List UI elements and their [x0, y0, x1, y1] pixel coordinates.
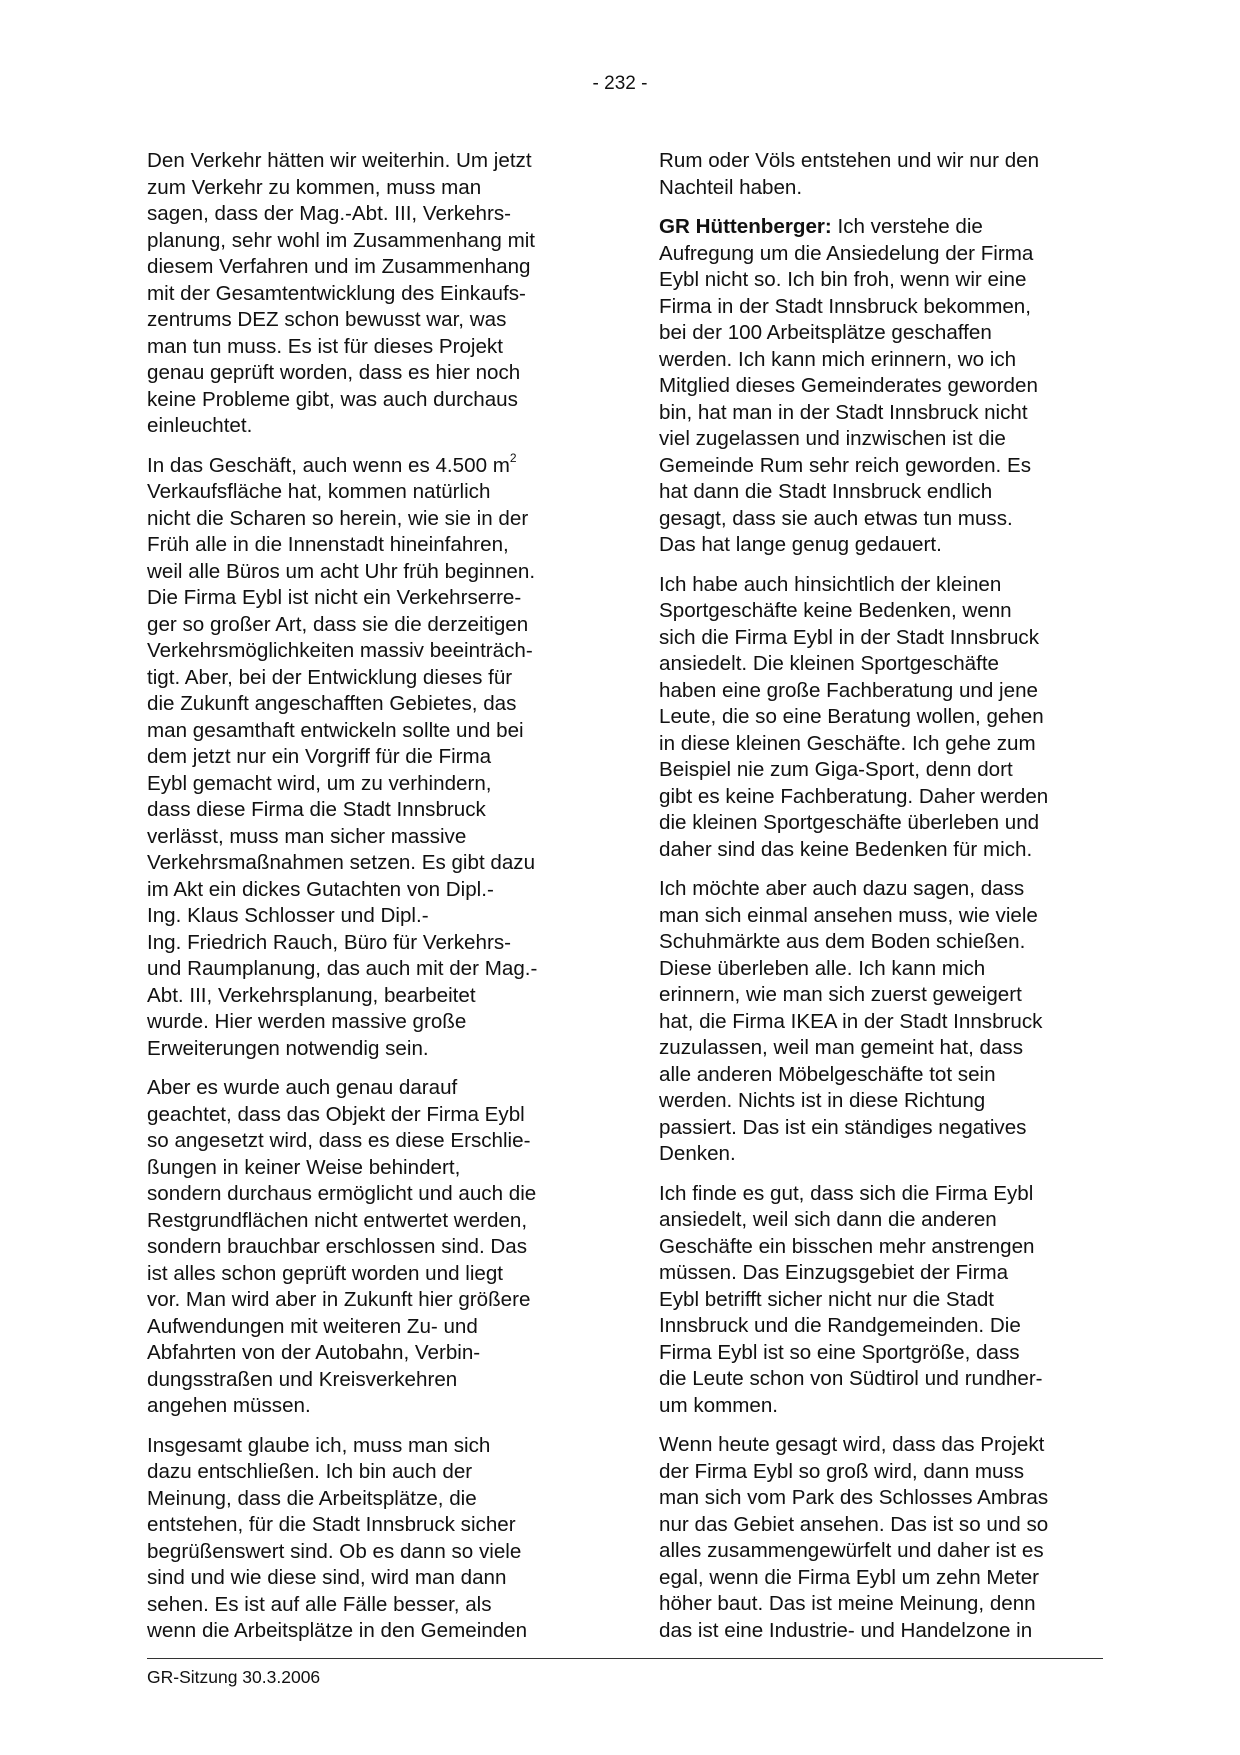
text-line: Insgesamt glaube ich, muss man sich — [147, 1433, 491, 1457]
speaker-name: GR Hüttenberger: — [659, 215, 832, 238]
paragraph — [147, 450, 587, 1063]
text-line: Aufregung um die Ansiedelung der Firma — [659, 241, 1034, 265]
text-line: Firma in der Stadt Innsbruck bekommen, — [659, 294, 1031, 318]
text-line: man tun muss. Es ist für dieses Projekt — [147, 334, 503, 358]
text-line: entstehen, für die Stadt Innsbruck sicher — [147, 1513, 516, 1536]
text-line: werden. Nichts ist in diese Richtung — [659, 1089, 986, 1112]
text-line: höher baut. Das ist meine Meinung, denn — [659, 1592, 1036, 1615]
text-line: begrüßenswert sind. Ob es dann so viele — [147, 1539, 522, 1563]
text-line: alles zusammengewürfelt und daher ist es — [659, 1539, 1044, 1562]
text-line: Eybl betrifft sicher nicht nur die Stadt — [659, 1287, 995, 1311]
speaker-line-text: Ich verstehe die — [831, 215, 983, 238]
text-line: dungsstraßen und Kreisverkehren — [147, 1367, 458, 1391]
text-line: sich die Firma Eybl in der Stadt Innsbruck — [659, 625, 1039, 649]
text-line: hat dann die Stadt Innsbruck endlich — [659, 480, 993, 503]
text-line: erinnern, wie man sich zuerst geweigert — [659, 983, 1022, 1006]
text-line: sondern durchaus ermöglicht und auch die — [147, 1182, 537, 1205]
text-line: Restgrundflächen nicht entwertet werden, — [147, 1208, 528, 1232]
paragraph — [147, 1433, 587, 1645]
text-line: Ing. Friedrich Rauch, Büro für Verkehrs- — [147, 930, 511, 954]
text-line: sondern brauchbar erschlossen sind. Das — [147, 1235, 528, 1258]
text-line: Früh alle in die Innenstadt hineinfahren, — [147, 533, 509, 556]
text-line: Aber es wurde auch genau darauf — [147, 1076, 458, 1099]
text-line: dem jetzt nur ein Vorgriff für die Firma — [147, 745, 492, 768]
footer-session-label: GR-Sitzung 30.3.2006 — [147, 1667, 321, 1687]
text-line: man sich einmal ansehen muss, wie viele — [659, 903, 1038, 927]
paragraph — [659, 876, 1103, 1168]
text-line: Wenn heute gesagt wird, dass das Projekt — [659, 1433, 1045, 1456]
text-line: passiert. Das ist ein ständiges negatives — [659, 1115, 1027, 1139]
text-line: Meinung, dass die Arbeitsplätze, die — [147, 1486, 477, 1510]
text-line: dass diese Firma die Stadt Innsbruck — [147, 798, 486, 821]
text-line: Beispiel nie zum Giga-Sport, denn dort — [659, 758, 1013, 781]
text-line: genau geprüft worden, dass es hier noch — [147, 361, 521, 384]
text-line: nur das Gebiet ansehen. Das ist so und so — [659, 1512, 1049, 1536]
text-line: Abt. III, Verkehrsplanung, bearbeitet — [147, 983, 476, 1007]
text-line: Gemeinde Rum sehr reich geworden. Es — [659, 453, 1032, 477]
text-line: ger so großer Art, dass sie die derzeitigen — [147, 612, 529, 636]
speaker-line — [659, 214, 1103, 241]
text-line: hat, die Firma IKEA in der Stadt Innsbruck — [659, 1009, 1043, 1033]
text-line: Verkehrsmöglichkeiten massiv beeinträch- — [147, 639, 533, 662]
text-line: alle anderen Möbelgeschäfte tot sein — [659, 1062, 996, 1086]
paragraph — [659, 1432, 1103, 1644]
right-column — [659, 148, 1103, 1657]
text-line: keine Probleme gibt, was auch durchaus — [147, 387, 518, 411]
text-line: Verkehrsmaßnahmen setzen. Es gibt dazu — [147, 851, 536, 874]
text-line: Ich möchte aber auch dazu sagen, dass — [659, 877, 1025, 900]
text-line: die kleinen Sportgeschäfte überleben und — [659, 811, 1040, 834]
text-line: man gesamthaft entwickeln sollte und bei — [147, 718, 524, 742]
text-line: verlässt, muss man sicher massive — [147, 824, 467, 848]
text-line: werden. Ich kann mich erinnern, wo ich — [659, 347, 1017, 371]
text-line: wurde. Hier werden massive große — [147, 1010, 467, 1033]
text-line: planung, sehr wohl im Zusammenhang mit — [147, 228, 536, 252]
text-line: sind und wie diese sind, wird man dann — [147, 1566, 507, 1589]
text-line: wenn die Arbeitsplätze in den Gemeinden — [147, 1619, 528, 1642]
text-line: nicht die Scharen so herein, wie sie in der — [147, 506, 529, 530]
text-line: viel zugelassen und inzwischen ist die — [659, 427, 1006, 450]
text-line: das ist eine Industrie- und Handelzone in — [659, 1618, 1033, 1642]
text-line: Diese überleben alle. Ich kann mich — [659, 956, 986, 980]
paragraph — [659, 572, 1103, 864]
superscript-exponent: 2 — [509, 450, 517, 465]
text-line: Eybl nicht so. Ich bin froh, wenn wir eine — [659, 268, 1027, 291]
text-line: Innsbruck und die Randgemeinden. Die — [659, 1314, 1021, 1337]
text-line: die Leute schon von Südtirol und rundher- — [659, 1367, 1043, 1390]
text-line: zuzulassen, weil man gemeint hat, dass — [659, 1036, 1024, 1059]
text-line: zentrums DEZ schon bewusst war, was — [147, 308, 507, 331]
text-line: Abfahrten von der Autobahn, Verbin- — [147, 1341, 481, 1364]
paragraph — [659, 214, 1103, 559]
text-line: Geschäfte ein bisschen mehr anstrengen — [659, 1234, 1035, 1258]
text-line: Mitglied dieses Gemeinderates geworden — [659, 374, 1038, 397]
text-line: mit der Gesamtentwicklung des Einkaufs- — [147, 281, 526, 305]
text-line: Ing. Klaus Schlosser und Dipl.- — [147, 904, 429, 927]
text-line: ßungen in keiner Weise behindert, — [147, 1155, 461, 1179]
text-line: Denken. — [659, 1142, 736, 1165]
text-line: daher sind das keine Bedenken für mich. — [659, 837, 1033, 861]
text-line: ist alles schon geprüft worden und liegt — [147, 1261, 504, 1285]
text-line: Leute, die so eine Beratung wollen, gehen — [659, 705, 1044, 728]
text-line: tigt. Aber, bei der Entwicklung dieses für — [147, 665, 513, 689]
text-line: die Zukunft angeschafften Gebietes, das — [147, 692, 517, 715]
text-line: geachtet, dass das Objekt der Firma Eybl — [147, 1102, 525, 1126]
text-line: Schuhmärkte aus dem Boden schießen. — [659, 930, 1026, 953]
text-line: und Raumplanung, das auch mit der Mag.- — [147, 957, 538, 980]
text-line: Das hat lange genug gedauert. — [659, 533, 942, 556]
text-line: dazu entschließen. Ich bin auch der — [147, 1460, 473, 1483]
text-line: zum Verkehr zu kommen, muss man — [147, 175, 482, 199]
page-number: - 232 - — [592, 73, 648, 94]
text-line: gesagt, dass sie auch etwas tun muss. — [659, 506, 1013, 530]
text-line: so angesetzt wird, dass es diese Erschlie- — [147, 1129, 531, 1152]
text-line: Nachteil haben. — [659, 175, 803, 199]
text-line: Rum oder Völs entstehen und wir nur den — [659, 149, 1040, 172]
text-line: vor. Man wird aber in Zukunft hier größere — [147, 1288, 531, 1311]
text-line: Firma Eybl ist so eine Sportgröße, dass — [659, 1340, 1020, 1364]
text-line: der Firma Eybl so groß wird, dann muss — [659, 1459, 1025, 1483]
text-line-content: In das Geschäft, auch wenn es 4.500 m — [147, 453, 510, 477]
text-line: um kommen. — [659, 1393, 779, 1417]
text-line: man sich vom Park des Schlosses Ambras — [659, 1486, 1049, 1509]
text-line: in diese kleinen Geschäfte. Ich gehe zum — [659, 731, 1036, 755]
text-line: Die Firma Eybl ist nicht ein Verkehrserre- — [147, 586, 522, 609]
text-line: angehen müssen. — [147, 1394, 311, 1417]
paragraph — [659, 148, 1103, 201]
text-line: sehen. Es ist auf alle Fälle besser, als — [147, 1592, 492, 1616]
text-line: Den Verkehr hätten wir weiterhin. Um jetzt — [147, 149, 532, 172]
footer-divider — [147, 1658, 1103, 1659]
text-line: gibt es keine Fachberatung. Daher werden — [659, 784, 1049, 808]
text-line: bei der 100 Arbeitsplätze geschaffen — [659, 321, 992, 344]
text-line — [147, 450, 587, 480]
text-line: Aufwendungen mit weiteren Zu- und — [147, 1314, 478, 1338]
text-line: Verkaufsfläche hat, kommen natürlich — [147, 480, 491, 503]
text-line: im Akt ein dickes Gutachten von Dipl.- — [147, 877, 494, 901]
text-line: diesem Verfahren und im Zusammenhang — [147, 255, 531, 278]
text-line: ansiedelt, weil sich dann die anderen — [659, 1208, 997, 1231]
text-line: müssen. Das Einzugsgebiet der Firma — [659, 1261, 1009, 1284]
text-line: bin, hat man in der Stadt Innsbruck nicht — [659, 400, 1028, 424]
text-line: weil alle Büros um acht Uhr früh beginnen. — [147, 559, 536, 583]
paragraph — [147, 1075, 587, 1420]
text-line: sagen, dass der Mag.-Abt. III, Verkehrs- — [147, 202, 511, 225]
left-column — [147, 148, 587, 1658]
paragraph — [659, 1181, 1103, 1420]
text-line: Ich habe auch hinsichtlich der kleinen — [659, 572, 1002, 596]
text-line: Eybl gemacht wird, um zu verhindern, — [147, 771, 492, 795]
text-line: ansiedelt. Die kleinen Sportgeschäfte — [659, 652, 1000, 675]
text-line: haben eine große Fachberatung und jene — [659, 678, 1038, 702]
text-line: einleuchtet. — [147, 414, 253, 437]
paragraph — [147, 148, 587, 440]
text-line: egal, wenn die Firma Eybl um zehn Meter — [659, 1565, 1040, 1589]
text-line: Ich finde es gut, dass sich die Firma Eybl — [659, 1181, 1034, 1205]
text-line: Sportgeschäfte keine Bedenken, wenn — [659, 599, 1012, 622]
text-line: Erweiterungen notwendig sein. — [147, 1036, 429, 1060]
